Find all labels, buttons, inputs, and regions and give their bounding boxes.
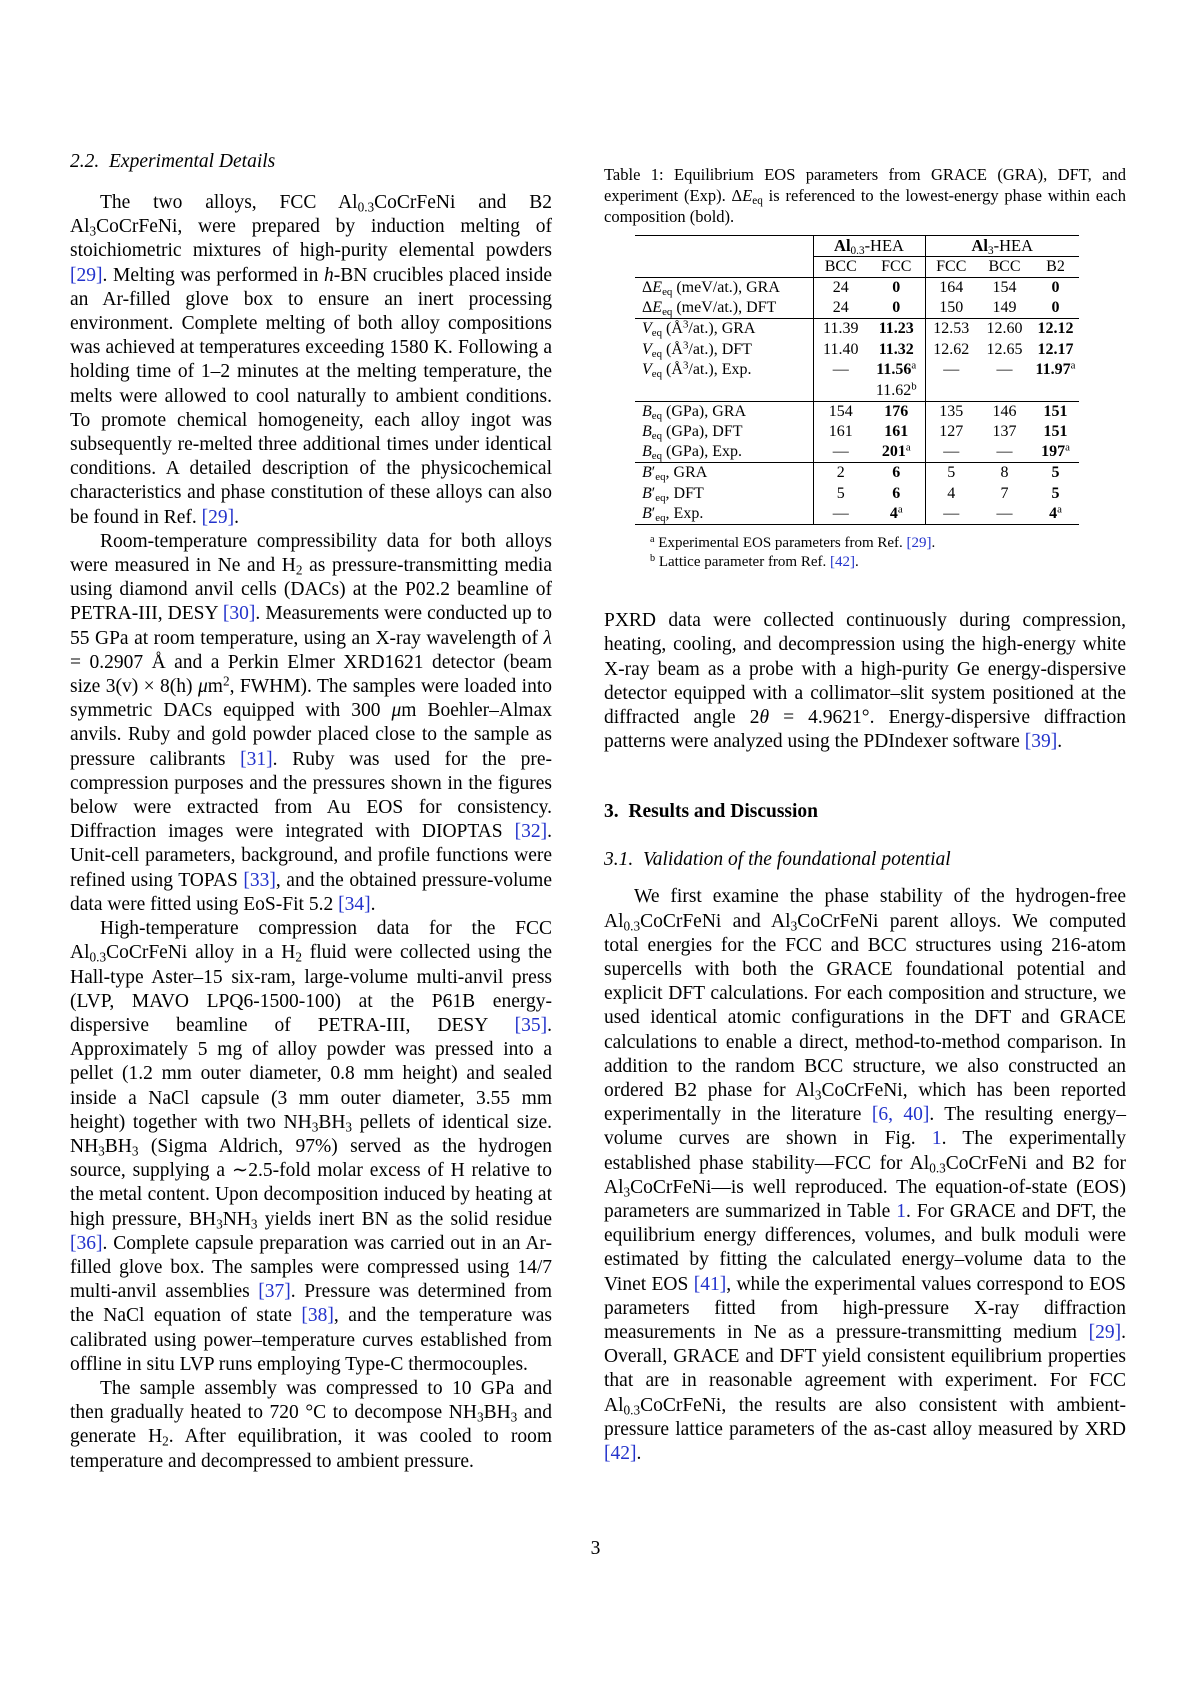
citation-link[interactable]: [36] (70, 1232, 103, 1254)
paragraph-pxrd: PXRD data were collected continuously during compression, heating, cooling, and decompression using the high-energy white X-ray beam as a probe with a high-purity Ge energy-dispersive detector equipped with a collimator–slit system positioned at the diffracted angle 2θ = 4.9621°. Energy-dispersive diffraction patterns were analyzed using the PDIndexer software [39]. (604, 610, 1126, 753)
citation-link[interactable]: [30] (222, 603, 256, 625)
table-cell: 151 (1043, 422, 1068, 440)
table-cell: $V_{eq}$ $(Å^3/at.)$, Exp. (642, 359, 752, 381)
citation-link[interactable]: [29] (70, 264, 103, 286)
table-cell: 5 (1051, 464, 1060, 482)
table-row (635, 442, 1079, 463)
table-cell: — (925, 442, 977, 463)
table-footnotes (650, 534, 1126, 571)
table-group-header-row (635, 236, 1079, 257)
table-row (635, 360, 1079, 381)
table-cell: $B_{eq}$ (GPa), Exp. (635, 442, 813, 463)
table-cell: $\Delta E_{eq}$ (meV/at.), GRA (642, 279, 780, 299)
table-cell: — (813, 360, 868, 381)
table-cell: 161 (813, 422, 868, 443)
citation-link[interactable]: [29] (201, 506, 235, 528)
table-cell: 4 (925, 483, 977, 504)
table-cell: 7 (1000, 484, 1009, 502)
table-cell: $\Delta E_{eq}$ (meV/at.), DFT (635, 298, 813, 319)
table-cell: 154 (992, 279, 1017, 297)
table-row (635, 463, 1079, 484)
table-cell (635, 236, 813, 257)
table-cell: $B'_{eq}$, DFT (642, 484, 704, 504)
table-cell: — (813, 442, 868, 463)
table-cell: B2 (1032, 257, 1079, 278)
table-cell: 11.39 (813, 319, 868, 340)
table-cell: 4$^a$ (889, 503, 903, 523)
citation-link[interactable]: [42] (830, 553, 856, 570)
paragraph-sample-assembly: The sample assembly was compressed to 10 GPa and then gradually heated to 720 °C to decompose $NH_3BH_3$ and generate $H_2$. After equilibration, it was cooled to room temperature and decompressed to ambient pressure. (70, 1377, 553, 1472)
table-row (635, 422, 1079, 443)
table-cell: 24 (813, 278, 868, 299)
citation-link[interactable]: [38] (301, 1305, 334, 1327)
paragraph-alloy-preparation: The two alloys, FCC $Al_{0.3}CoCrFeNi$ and B2 $Al_3CoCrFeNi$, were prepared by induction melting of stoichiometric mixtures of high-purity elemental powders [29]. Melting was performed in h-BN crucibles placed inside an Ar-filled glove box to ensure an inert processing environment. Complete melting of both alloy compositions was achieved at temperatures exceeding 1580 K. Following a holding time of 1–2 minutes at the melting temperature, the melts were allowed to cool naturally to ambient conditions. To promote chemical homogeneity, each alloy ingot was subsequently re-melted three additional times under identical conditions. A detailed description of the physicochemical characteristics and phase constitution of these alloys can also be found in Ref. [29]. (70, 192, 552, 528)
table-cell: 2 (813, 463, 868, 484)
table-row (635, 504, 1079, 525)
citation-link[interactable]: [39] (1024, 731, 1058, 753)
table-row (635, 319, 1079, 340)
table-1-caption: Table 1: Equilibrium EOS parameters from GRACE (GRA), DFT, and experiment (Exp). $\Delta E_{eq}$ is referenced to the lowest-energy phase within each composition (bold). (604, 165, 1126, 226)
table-cell: 11.56$^a$ (876, 359, 917, 379)
table-row (635, 401, 1079, 422)
table-cell: 12.17 (1037, 340, 1074, 358)
table-cell (813, 380, 868, 401)
table-cell: 135 (925, 401, 977, 422)
table-cell: 0 (892, 279, 901, 297)
table-cell: $V_{eq}$ $(Å^3/at.)$, DFT (642, 339, 752, 360)
table-cell: — (996, 361, 1013, 379)
table-cell: 11.32 (878, 340, 914, 358)
table-cell: $Al_3$-HEA (925, 236, 1079, 257)
table-cell: BCC (813, 257, 868, 278)
citation-link[interactable]: [42] (604, 1443, 637, 1465)
table-row (635, 278, 1079, 299)
citation-link[interactable]: [29] (906, 535, 932, 552)
citation-link[interactable]: [31] (240, 748, 273, 770)
table-cell: 6 (892, 464, 901, 482)
table-footnote: $^a$ Experimental EOS parameters from Ref. [29]. (650, 534, 936, 552)
citation-link[interactable]: [29] (1088, 1322, 1122, 1343)
table-cell: 151 (1043, 402, 1068, 420)
table-cell: $B_{eq}$ (GPa), DFT (642, 422, 743, 442)
table-cell: 12.12 (1037, 320, 1074, 338)
section-2-2-heading: 2.2. Experimental Details (70, 151, 276, 172)
citation-link[interactable]: [35] (514, 1014, 548, 1036)
table-cell: 161 (884, 422, 909, 440)
section-3-heading: 3. Results and Discussion (604, 801, 819, 823)
table-cell: 127 (925, 422, 977, 443)
section-3-1-heading: 3.1. Validation of the foundational potential (604, 849, 951, 871)
table-cell: 146 (992, 402, 1017, 420)
table-cell: — (925, 360, 977, 381)
table-cell: 5 (925, 463, 977, 484)
table-row (635, 483, 1079, 504)
eos-table-body (635, 236, 1079, 525)
table-cell: $B_{eq}$ (GPa), GRA (642, 402, 747, 422)
table-cell: 150 (925, 298, 977, 319)
table-cell: $B'_{eq}$, GRA (642, 464, 708, 484)
table-cell: 0 (868, 298, 925, 319)
table-cell: FCC (925, 257, 977, 278)
table-cell: 5 (813, 483, 868, 504)
table-cell: — (925, 504, 977, 525)
table-cell: BCC (977, 257, 1032, 278)
table-cell: 6 (892, 484, 901, 502)
citation-link[interactable]: 1 (896, 1200, 906, 1222)
table-cell: 149 (977, 298, 1032, 319)
table-cell: 0 (1032, 298, 1079, 319)
table-cell: 11.62$^b$ (868, 380, 925, 401)
table-cell: 24 (813, 298, 868, 319)
table-cell: — (996, 505, 1013, 523)
table-cell (977, 380, 1032, 401)
citation-link[interactable]: 1 (931, 1128, 942, 1150)
table-cell: 12.65 (986, 340, 1023, 358)
table-footnote: $^b$ Lattice parameter from Ref. [42]. (650, 552, 859, 570)
table-cell: 201$^a$ (868, 442, 925, 463)
eos-table (635, 235, 1079, 525)
table-cell: 11.23 (878, 320, 914, 338)
table-cell: — (813, 504, 868, 525)
page-number: 3 (590, 1538, 601, 1559)
table-cell: 137 (992, 422, 1017, 440)
table-cell: $Al_{0.3}$-HEA (813, 236, 925, 257)
paragraph-validation: We first examine the phase stability of the hydrogen-free $Al_{0.3}CoCrFeNi$ and $Al_3CoCrFeNi$ parent alloys. We computed total energies for the FCC and BCC structures using 216-atom supercells with both the GRACE foundational potential and explicit DFT calculations. For each composition and structure, we used identical atomic configurations in the DFT and GRACE calculations to enable a direct, method-to-method comparison. In addition to the random BCC structure, we also constructed an ordered B2 phase for $Al_3CoCrFeNi$, which has been reported experimentally in the literature [6, 40]. The resulting energy–volume curves are shown in Fig. 1. The experimentally established phase stability—FCC for $Al_{0.3}CoCrFeNi$ and B2 for $Al_3CoCrFeNi—is$ well reproduced. The equation-of-state (EOS) parameters are summarized in Table 1. For GRACE and DFT, the equilibrium energy differences, volumes, and bulk moduli were estimated by fitting the calculated energy–volume data to the Vinet EOS [41], while the experimental values correspond to EOS parameters fitted from high-pressure X-ray diffraction measurements in Ne as a pressure-transmitting medium [29]. Overall, GRACE and DFT yield consistent equilibrium properties that are in reasonable agreement with experiment. For FCC $Al_{0.3}CoCrFeNi$, the results are also consistent with ambient-pressure lattice parameters of the as-cast alloy measured by XRD [42]. (604, 886, 1126, 1465)
table-cell: 12.60 (986, 320, 1023, 338)
citation-link[interactable]: [33] (243, 869, 276, 891)
table-cell: 197$^a$ (1032, 442, 1079, 463)
table-column-header-row (635, 257, 1079, 278)
table-row (635, 380, 1079, 401)
table-cell: 11.40 (813, 339, 868, 360)
table-cell: $B'_{eq}$, Exp. (642, 505, 704, 525)
table-cell: 12.53 (925, 319, 977, 340)
table-cell: 12.62 (925, 339, 977, 360)
table-row (635, 339, 1079, 360)
table-cell (1032, 380, 1079, 401)
table-cell: 11.97$^a$ (1035, 359, 1076, 379)
left-column (70, 150, 552, 1474)
table-cell: 8 (1000, 464, 1009, 482)
table-cell (635, 380, 813, 401)
table-cell: 164 (925, 278, 977, 299)
table-row (635, 298, 1079, 319)
table-cell (925, 380, 977, 401)
table-cell: 0 (1051, 279, 1060, 297)
citation-link[interactable]: [37] (258, 1281, 291, 1303)
table-cell: $V_{eq}$ $(Å^3/at.)$, GRA (642, 318, 756, 340)
paragraph-room-temperature-compressibility: Room-temperature compressibility data for both alloys were measured in Ne and $H_2$ as pressure-transmitting media using diamond anvil cells (DACs) at the P02.2 beamline of PETRA-III, DESY [30]. Measurements were conducted up to 55 GPa at room temperature, using an X-ray wavelength of λ = 0.2907 Å and a Perkin Elmer XRD1621 detector (beam size 3(v) × 8(h) $\mu m^2$, FWHM). The samples were loaded into symmetric DACs equipped with 300 μm Boehler–Almax anvils. Ruby and gold powder placed close to the sample as pressure calibrants [31]. Ruby was used for the pre-compression purposes and the pressures shown in the figures below were extracted from Au EOS for consistency. Diffraction images were integrated with DIOPTAS [32]. Unit-cell parameters, background, and profile functions were refined using TOPAS [33], and the obtained pressure-volume data were fitted using EoS-Fit 5.2 [34]. (70, 530, 553, 915)
table-cell: — (977, 442, 1032, 463)
citation-link[interactable]: [6, 40] (871, 1104, 930, 1126)
citation-link[interactable]: [34] (338, 893, 371, 915)
citation-link[interactable]: [32] (514, 821, 548, 843)
table-cell: 154 (813, 401, 868, 422)
table-cell: 176 (884, 402, 909, 420)
table-cell: FCC (868, 257, 925, 278)
citation-link[interactable]: [41] (693, 1273, 727, 1295)
table-cell: 5 (1051, 484, 1060, 502)
right-column (604, 158, 1126, 1466)
table-cell: 4$^a$ (1049, 503, 1062, 523)
paragraph-high-temperature-compression: High-temperature compression data for the FCC $Al_{0.3}CoCrFeNi$ alloy in a $H_2$ fluid were collected using the Hall-type Aster–15 six-ram, large-volume multi-anvil press (LVP, MAVO LPQ6-1500-100) at the P61B energy-dispersive beamline of PETRA-III, DESY [35]. Approximately 5 mg of alloy powder was pressed into a pellet (1.2 mm outer diameter, 0.8 mm height) and sealed inside a NaCl capsule (3 mm outer diameter, 3.55 mm height) together with two $NH_3BH_3$ pellets of identical size. $NH_3BH_3$ (Sigma Aldrich, 97%) served as the hydrogen source, supplying a ∼2.5-fold molar excess of H relative to the metal content. Upon decomposition induced by heating at high pressure, $BH_3NH_3$ yields inert BN as the solid residue [36]. Complete capsule preparation was carried out in an Ar-filled glove box. The samples were compressed using 14/7 multi-anvil assemblies [37]. Pressure was determined from the NaCl equation of state [38], and the temperature was calibrated using power–temperature curves established from offline in situ LVP runs employing Type-C thermocouples. (70, 918, 553, 1375)
table-cell (635, 257, 813, 278)
